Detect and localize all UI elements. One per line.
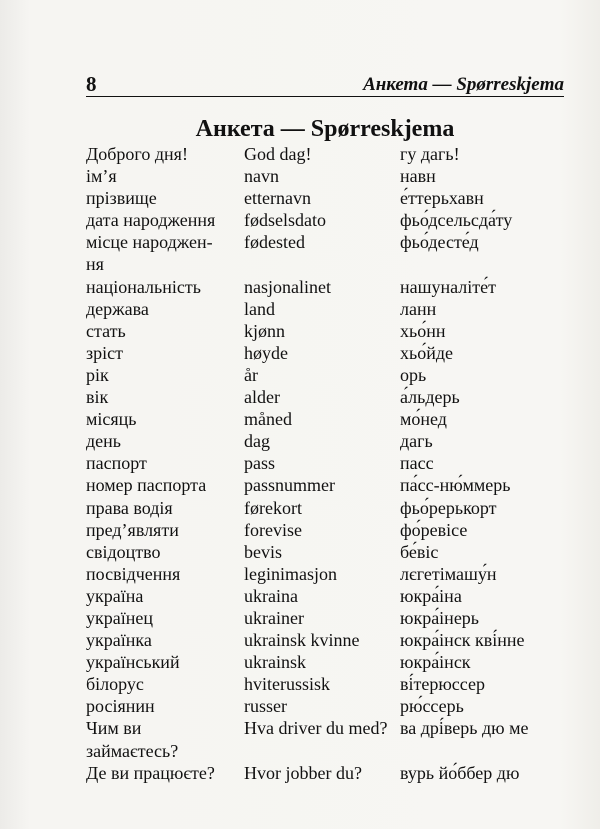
ukrainian-term: прізвище [86,188,157,209]
ukrainian-term: український [86,652,180,673]
table-row [86,143,566,165]
norwegian-term: ukrainer [244,607,304,628]
ukrainian-term: вік [86,387,109,408]
ukrainian-term: свідоцтво [86,541,161,562]
ukrainian-term: місяць [86,409,137,430]
table-row [86,430,566,452]
ukrainian-term: місце народжен- ня [86,232,213,275]
norwegian-term: Hva driver du med? [244,718,388,739]
transcription: дагь [400,431,433,452]
ukrainian-term: зріст [86,342,123,363]
ukrainian-term: Чим ви займаєтесь? [86,718,179,761]
ukrainian-term: Доброго дня! [86,144,188,164]
ukrainian-term: україна [86,585,144,606]
norwegian-term: høyde [244,342,288,363]
ukrainian-term: номер паспорта [86,475,207,496]
transcription: юкра́інск [400,652,471,673]
table-row [86,519,566,541]
transcription: ланн [400,298,437,319]
table-row [86,695,566,717]
norwegian-term: forevise [244,519,302,540]
transcription: орь [400,364,427,385]
table-row [86,231,566,275]
table-row [86,717,566,761]
ukrainian-term: держава [86,298,149,319]
norwegian-term: ukrainsk [244,652,306,673]
transcription: фо́ревісе [400,519,468,540]
table-row [86,629,566,651]
transcription: лєгетімашу́н [400,563,497,584]
table-row [86,563,566,585]
transcription: мо́нед [400,409,447,430]
transcription: ві́терюссер [400,674,485,695]
norwegian-term: passnummer [244,475,335,496]
ukrainian-term: Де ви працюєте? [86,762,215,783]
table-row [86,585,566,607]
transcription: пасс [400,453,434,474]
norwegian-term: navn [244,166,279,187]
ukrainian-term: посвідчення [86,563,181,584]
page-header [86,72,564,98]
table-row [86,497,566,519]
transcription: гу дагь! [400,144,460,164]
ukrainian-term: дата народження [86,210,216,231]
vocabulary-table [86,143,566,784]
table-row [86,320,566,342]
norwegian-term: etternavn [244,188,311,209]
norwegian-term: ukraina [244,585,298,606]
norwegian-term: kjønn [244,320,286,341]
table-row [86,276,566,298]
transcription: навн [400,166,436,187]
ukrainian-term: день [86,431,121,452]
ukrainian-term: білорус [86,674,144,695]
ukrainian-term: національність [86,276,201,297]
norwegian-term: Hvor jobber du? [244,762,362,783]
transcription: а́льдерь [400,387,460,408]
table-row [86,651,566,673]
transcription: юкра́іна [400,585,462,606]
ukrainian-term: українка [86,630,152,651]
ukrainian-term: росіянин [86,696,155,717]
norwegian-term: land [244,298,275,319]
norwegian-term: måned [244,409,292,430]
transcription: па́сс-ню́ммерь [400,475,511,496]
vocabulary-body [86,143,566,784]
table-row [86,342,566,364]
norwegian-term: leginimasjon [244,563,337,584]
page-number: 8 [86,72,97,96]
transcription: фьо́десте́д [400,232,479,253]
norwegian-term: God dag! [244,144,312,164]
norwegian-term: dag [244,431,270,452]
table-row [86,541,566,563]
transcription: нашуналіте́т [400,276,496,297]
table-row [86,762,566,784]
norwegian-term: fødselsdato [244,210,326,231]
norwegian-term: alder [244,387,280,408]
ukrainian-term: паспорт [86,453,147,474]
ukrainian-term: стать [86,320,126,341]
table-row [86,408,566,430]
table-row [86,607,566,629]
transcription: бе́віс [400,541,439,562]
table-row [86,673,566,695]
ukrainian-term: права водія [86,497,173,518]
transcription: рю́ссерь [400,696,464,717]
norwegian-term: år [244,364,258,385]
norwegian-term: pass [244,453,275,474]
table-row [86,364,566,386]
transcription: юкра́інерь [400,607,480,628]
table-row [86,209,566,231]
table-row [86,187,566,209]
norwegian-term: nasjonalinet [244,276,331,297]
ukrainian-term: ім’я [86,166,117,187]
table-row [86,386,566,408]
transcription: хьо́нн [400,320,446,341]
norwegian-term: ukrainsk kvinne [244,630,360,651]
table-row [86,298,566,320]
transcription: фьо́дсельсда́ту [400,210,513,231]
transcription: ва дрі́верь дю ме [400,718,529,739]
transcription: юкра́інск кві́нне [400,630,525,651]
running-title: Анкета — Spørreskjema [363,74,564,95]
transcription: е́ттерьхавн [400,188,484,209]
table-row [86,165,566,187]
norwegian-term: bevis [244,541,282,562]
header-rule [86,96,564,97]
ukrainian-term: рік [86,364,109,385]
norwegian-term: fødested [244,232,305,253]
table-row [86,452,566,474]
table-row [86,474,566,496]
ukrainian-term: пред’являти [86,519,179,540]
norwegian-term: hviterussisk [244,674,331,695]
ukrainian-term: українец [86,607,153,628]
transcription: вурь йо́ббер дю [400,762,520,783]
norwegian-term: førekort [244,497,302,518]
section-title: Анкета — Spørreskjema [195,116,455,142]
transcription: фьо́рерькорт [400,497,497,518]
norwegian-term: russer [244,696,287,717]
transcription: хьо́йде [400,342,453,363]
